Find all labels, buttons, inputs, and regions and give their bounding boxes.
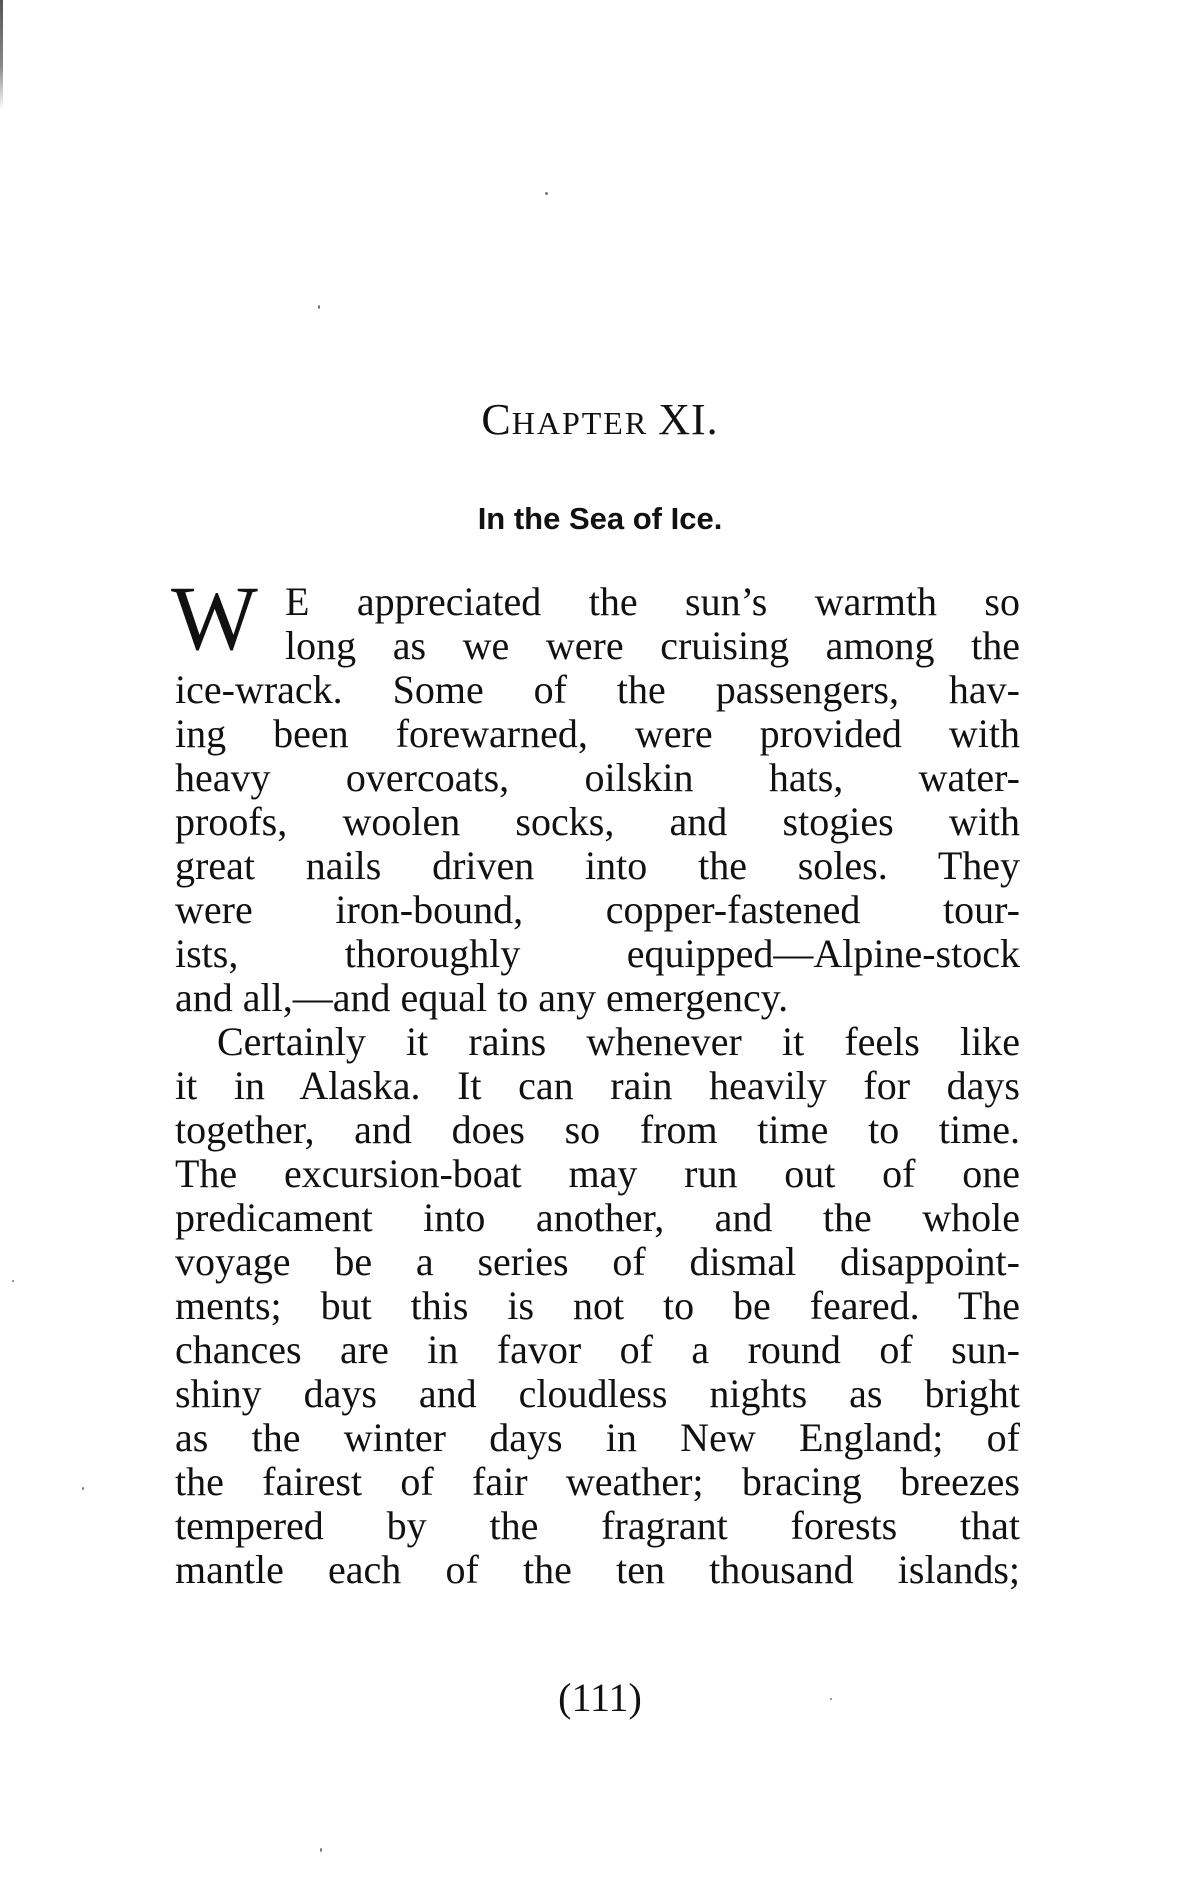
body-text xyxy=(171,567,1020,1592)
text-line-content: E appreciated the sun’s warmth so xyxy=(285,579,1020,624)
speck xyxy=(318,305,320,309)
text-line: mantle each of the ten thousand islands; xyxy=(175,1547,1020,1592)
text-line: great nails driven into the soles. They xyxy=(175,843,1020,888)
text-line: long as we were cruising among the xyxy=(285,623,1020,668)
text-line: shiny days and cloudless nights as bright xyxy=(175,1371,1020,1416)
text-line: The excursion-boat may run out of one xyxy=(175,1151,1020,1196)
text-line: the fairest of fair weather; bracing breezes xyxy=(175,1459,1020,1504)
text-line: and all,—and equal to any emergency. xyxy=(175,975,789,1020)
chapter-heading-cap: C xyxy=(481,395,512,444)
text-line: ments; but this is not to be feared. The xyxy=(175,1283,1020,1328)
text-line: heavy overcoats, oilskin hats, water- xyxy=(175,755,1020,800)
text-line: predicament into another, and the whole xyxy=(175,1195,1020,1240)
text-line: proofs, woolen socks, and stogies with xyxy=(175,799,1020,844)
text-line: Certainly it rains whenever it feels like xyxy=(217,1019,1020,1064)
text-line: tempered by the fragrant forests that xyxy=(175,1503,1020,1548)
speck xyxy=(545,192,548,195)
scan-edge-mark xyxy=(0,0,3,110)
drop-cap: W xyxy=(171,567,258,669)
text-line: ists, thoroughly equipped—Alpine-stock xyxy=(175,931,1020,976)
speck xyxy=(82,1487,84,1490)
text-line: as the winter days in New England; of xyxy=(175,1415,1020,1460)
page-number: (111) xyxy=(558,1675,642,1720)
chapter-heading-smallcaps: HAPTER xyxy=(511,405,649,441)
speck xyxy=(12,1280,14,1282)
text-line: were iron-bound, copper-fastened tour- xyxy=(175,887,1020,932)
chapter-heading xyxy=(0,395,1200,444)
text-line: it in Alaska. It can rain heavily for days xyxy=(175,1063,1020,1108)
text-line: ice-wrack. Some of the passengers, hav- xyxy=(175,667,1020,712)
chapter-number: XI. xyxy=(658,395,719,444)
chapter-subtitle: In the Sea of Ice. xyxy=(477,501,723,536)
text-line: ing been forewarned, were provided with xyxy=(175,711,1020,756)
speck xyxy=(320,1848,322,1852)
text-line: chances are in favor of a round of sun- xyxy=(175,1327,1020,1372)
text-line: voyage be a series of dismal disappoint- xyxy=(175,1239,1020,1284)
text-line: together, and does so from time to time. xyxy=(175,1107,1020,1152)
